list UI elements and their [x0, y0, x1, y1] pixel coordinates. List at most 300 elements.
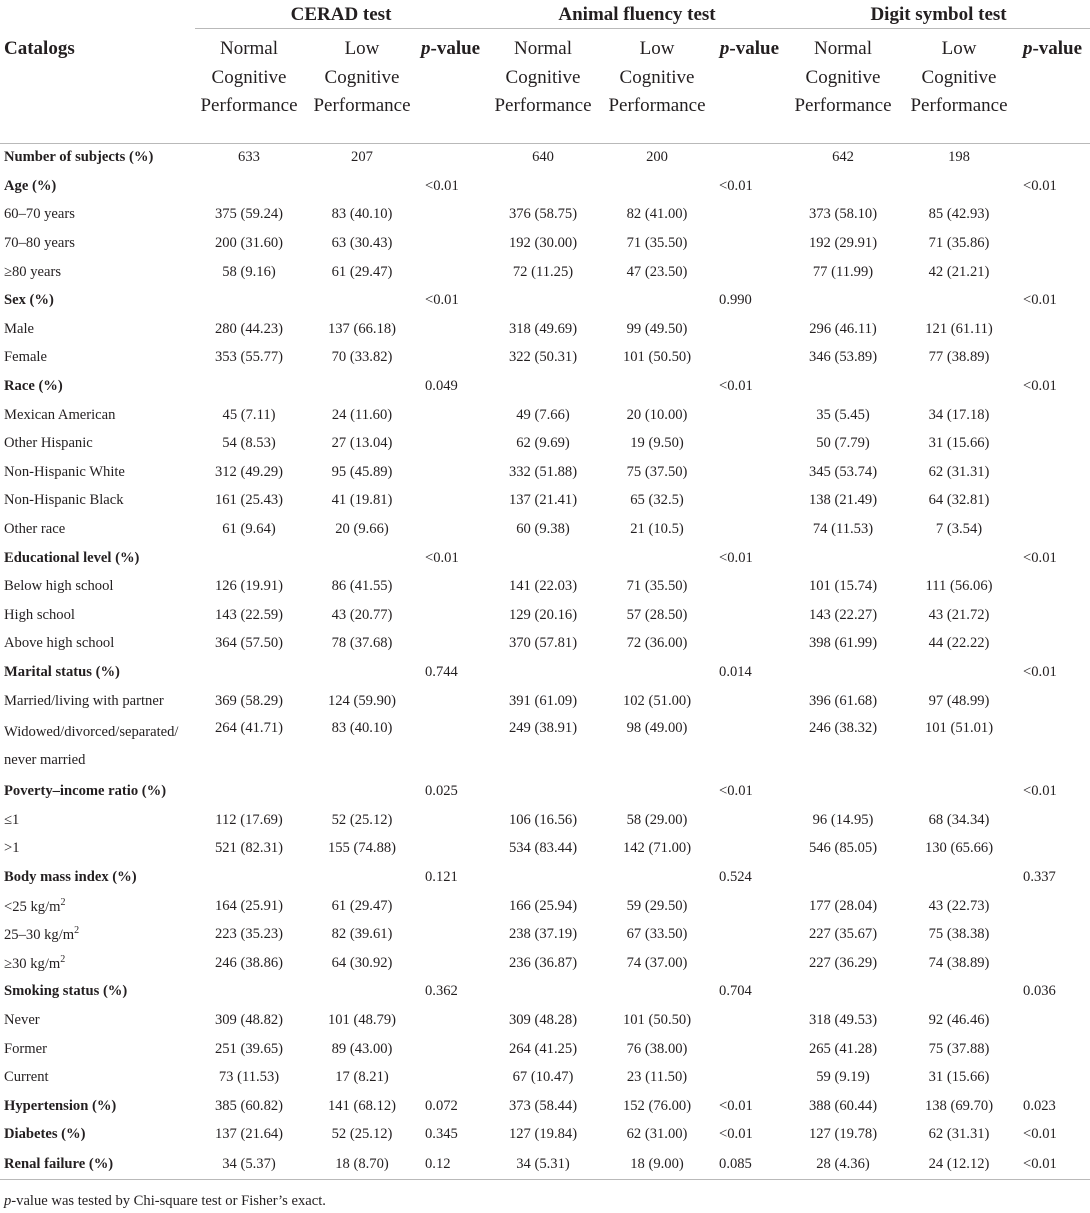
low-performance-header [599, 29, 715, 123]
value-cell: 127 (19.78) [808, 1126, 878, 1143]
p-value-cell [715, 344, 787, 373]
p-value-cell [421, 1035, 487, 1064]
value-cell [599, 777, 715, 806]
p-value-cell: <0.01 [1023, 1126, 1057, 1143]
row-label-text: Female [4, 349, 47, 366]
value-cell: 227 (36.29) [808, 954, 878, 971]
value-cell: 76 (38.00) [626, 1040, 688, 1057]
value-cell: 101 (48.79) [327, 1011, 397, 1028]
value-cell [787, 372, 899, 401]
row-label-text: Diabetes (%) [4, 1126, 86, 1143]
p-value-cell [1019, 487, 1090, 516]
table-row [0, 949, 1090, 978]
value-cell [487, 978, 599, 1007]
normal-performance-header [787, 29, 899, 123]
value-cell: 21 (10.5) [630, 521, 684, 538]
row-label [0, 1063, 195, 1092]
row-label-text: 70–80 years [4, 235, 75, 252]
row-label-text: Male [4, 320, 34, 337]
value-cell: 23 (11.50) [626, 1069, 688, 1086]
value-cell [487, 286, 599, 315]
column-header-row [0, 29, 1090, 123]
p-value-cell [715, 429, 787, 458]
table-row [0, 201, 1090, 230]
value-cell: 85 (42.93) [928, 206, 990, 223]
row-label [0, 286, 195, 315]
value-cell: 28 (4.36) [787, 1149, 899, 1180]
value-cell [599, 863, 715, 892]
p-value-cell [1019, 835, 1090, 864]
p-value-cell [715, 630, 787, 659]
row-label [0, 658, 195, 687]
p-value-cell: <0.01 [1023, 378, 1057, 395]
table-row [0, 892, 1090, 921]
value-cell: 42 (21.21) [928, 263, 990, 280]
p-value-cell [1019, 401, 1090, 430]
value-cell: 89 (43.00) [331, 1040, 393, 1057]
group-header-animal-fluency: Animal fluency test [487, 0, 787, 29]
p-value-cell [421, 487, 487, 516]
p-value-cell: <0.01 [425, 292, 459, 309]
value-cell: 52 (25.12) [331, 811, 393, 828]
p-value-cell [715, 515, 787, 544]
p-value-cell [1019, 630, 1090, 659]
p-value-cell [715, 572, 787, 601]
row-label-text: 60–70 years [4, 206, 75, 223]
p-value-cell: <0.01 [425, 549, 459, 566]
table-footnote: p-value was tested by Chi-square test or Fisher’s exact. [4, 1193, 326, 1209]
p-value-cell [715, 258, 787, 287]
value-cell: 246 (38.86) [214, 954, 284, 971]
value-cell: 83 (40.10) [331, 720, 393, 737]
p-value-cell [1019, 572, 1090, 601]
low-performance-label: Cognitive [324, 66, 400, 88]
row-label [0, 601, 195, 630]
value-cell: 264 (41.71) [214, 720, 284, 737]
value-cell: 141 (22.03) [508, 578, 578, 595]
row-label-superscript: 2 [60, 896, 66, 908]
row-label-text: Marital status (%) [4, 663, 120, 680]
table-row [0, 401, 1090, 430]
value-cell: 78 (37.68) [331, 635, 393, 652]
table-row [0, 835, 1090, 864]
p-value-cell [1019, 1035, 1090, 1064]
value-cell: 64 (30.92) [331, 954, 393, 971]
value-cell [787, 544, 899, 573]
value-cell: 164 (25.91) [214, 897, 284, 914]
low-performance-label: Performance [910, 95, 1008, 116]
p-value-cell [715, 835, 787, 864]
normal-performance-header [195, 29, 303, 123]
value-cell: 166 (25.94) [508, 897, 578, 914]
row-label-text: Above high school [4, 635, 115, 652]
row-label-text: Other Hispanic [4, 435, 93, 452]
value-cell: 102 (51.00) [622, 692, 692, 709]
value-cell: 369 (58.29) [214, 692, 284, 709]
value-cell: 59 (29.50) [626, 897, 688, 914]
value-cell: 18 (9.00) [599, 1149, 715, 1180]
value-cell: 17 (8.21) [335, 1069, 389, 1086]
table-row [0, 143, 1090, 172]
table-row [0, 658, 1090, 687]
p-value-cell [1019, 229, 1090, 258]
value-cell: 68 (34.34) [928, 811, 990, 828]
value-cell: 236 (36.87) [508, 954, 578, 971]
value-cell: 137 (66.18) [327, 320, 397, 337]
row-label-text: Non-Hispanic Black [4, 492, 124, 509]
p-value-cell [1019, 429, 1090, 458]
normal-performance-label: Normal [219, 38, 279, 59]
p-value-cell [1019, 892, 1090, 921]
value-cell: 200 (31.60) [214, 235, 284, 252]
p-value-cell: 0.036 [1023, 983, 1056, 1000]
row-label-text: Mexican American [4, 406, 116, 423]
row-label [0, 978, 195, 1007]
value-cell [787, 978, 899, 1007]
value-cell: 62 (31.31) [928, 1126, 990, 1143]
value-cell: 101 (51.01) [924, 720, 994, 737]
value-cell [599, 544, 715, 573]
value-cell: 58 (9.16) [222, 263, 276, 280]
table-row [0, 920, 1090, 949]
row-label [0, 687, 195, 716]
row-label [0, 544, 195, 573]
p-value-cell [1019, 1006, 1090, 1035]
p-value-cell: 0.990 [719, 292, 752, 309]
value-cell: 43 (22.73) [928, 897, 990, 914]
catalogs-header [0, 29, 195, 123]
table-row [0, 286, 1090, 315]
group-header-digit-symbol: Digit symbol test [787, 0, 1090, 29]
value-cell: 141 (68.12) [327, 1097, 397, 1114]
row-label-text: Poverty–income ratio (%) [4, 783, 167, 800]
value-cell [487, 544, 599, 573]
row-label [0, 863, 195, 892]
value-cell: 58 (29.00) [626, 811, 688, 828]
value-cell: 121 (61.11) [925, 320, 993, 337]
p-value-cell [715, 458, 787, 487]
value-cell: 137 (21.41) [508, 492, 578, 509]
value-cell: 534 (83.44) [508, 840, 578, 857]
value-cell: 34 (5.31) [487, 1149, 599, 1180]
value-cell: 97 (48.99) [928, 692, 990, 709]
value-cell: 152 (76.00) [622, 1097, 692, 1114]
p-value-cell: <0.01 [719, 783, 753, 800]
value-cell: 391 (61.09) [508, 692, 578, 709]
value-cell: 101 (50.50) [622, 349, 692, 366]
p-value-cell [1019, 143, 1090, 172]
table-row [0, 572, 1090, 601]
value-cell [303, 286, 421, 315]
row-label [0, 715, 195, 777]
row-label [0, 1006, 195, 1035]
normal-performance-header [487, 29, 599, 123]
p-value-cell: <0.01 [719, 1126, 753, 1143]
value-cell [303, 777, 421, 806]
value-cell: 45 (7.11) [222, 406, 276, 423]
value-cell: 19 (9.50) [630, 435, 684, 452]
table-row [0, 344, 1090, 373]
value-cell: 177 (28.04) [808, 897, 878, 914]
p-value-cell: 0.12 [421, 1149, 487, 1180]
p-value-cell [421, 806, 487, 835]
row-label [0, 892, 195, 921]
p-value-cell: 0.121 [425, 868, 458, 885]
value-cell: 74 (11.53) [812, 521, 874, 538]
value-cell [303, 172, 421, 201]
p-value-italic: p [1022, 38, 1033, 59]
value-cell [599, 372, 715, 401]
value-cell [599, 286, 715, 315]
p-value-cell [421, 687, 487, 716]
row-label [0, 835, 195, 864]
value-cell: 138 (69.70) [924, 1097, 994, 1114]
row-label [0, 201, 195, 230]
low-performance-label: Low [941, 38, 977, 59]
value-cell: 396 (61.68) [808, 692, 878, 709]
p-value-cell: 0.744 [425, 663, 458, 680]
value-cell [787, 658, 899, 687]
p-value-cell: <0.01 [1023, 177, 1057, 194]
value-cell: 318 (49.53) [808, 1011, 878, 1028]
value-cell: 318 (49.69) [508, 320, 578, 337]
p-value-italic: p [719, 38, 730, 59]
value-cell: 155 (74.88) [327, 840, 397, 857]
value-cell: 137 (21.64) [214, 1126, 284, 1143]
value-cell: 62 (31.31) [928, 463, 990, 480]
value-cell: 101 (50.50) [622, 1011, 692, 1028]
value-cell: 546 (85.05) [808, 840, 878, 857]
value-cell: 92 (46.46) [928, 1011, 990, 1028]
value-cell: 249 (38.91) [508, 720, 578, 737]
p-value-cell [1019, 687, 1090, 716]
table-row [0, 1006, 1090, 1035]
value-cell: 312 (49.29) [214, 463, 284, 480]
row-label-text: ≥30 kg/m [4, 955, 61, 972]
value-cell: 43 (20.77) [331, 606, 393, 623]
p-value-cell [1019, 949, 1090, 978]
value-cell: 642 [832, 149, 854, 166]
value-cell [787, 777, 899, 806]
group-header-cerad: CERAD test [195, 0, 487, 29]
row-label [0, 487, 195, 516]
value-cell: 41 (19.81) [331, 492, 393, 509]
value-cell: 67 (10.47) [512, 1069, 574, 1086]
row-label [0, 172, 195, 201]
value-cell: 296 (46.11) [809, 320, 877, 337]
value-cell [899, 372, 1019, 401]
row-label [0, 458, 195, 487]
p-value-cell [1019, 715, 1090, 777]
table-row [0, 315, 1090, 344]
value-cell: 246 (38.32) [808, 720, 878, 737]
value-cell: 18 (8.70) [303, 1149, 421, 1180]
value-cell: 264 (41.25) [508, 1040, 578, 1057]
low-performance-label: Cognitive [619, 66, 695, 88]
value-cell: 322 (50.31) [508, 349, 578, 366]
row-label-text: ≥80 years [4, 263, 62, 280]
row-label-text: >1 [4, 840, 20, 857]
value-cell [195, 372, 303, 401]
p-value-cell: <0.01 [719, 378, 753, 395]
value-cell: 72 (11.25) [512, 263, 574, 280]
value-cell: 65 (32.5) [630, 492, 684, 509]
table-row [0, 372, 1090, 401]
value-cell: 375 (59.24) [214, 206, 284, 223]
value-cell: 27 (13.04) [331, 435, 393, 452]
value-cell: 63 (30.43) [331, 235, 393, 252]
value-cell: 60 (9.38) [516, 521, 570, 538]
p-value-cell [1019, 201, 1090, 230]
p-value-cell: <0.01 [1023, 549, 1057, 566]
row-label [0, 1092, 195, 1121]
p-value-cell [715, 1006, 787, 1035]
value-cell: 59 (9.19) [816, 1069, 870, 1086]
table-row [0, 172, 1090, 201]
normal-performance-label: Performance [794, 95, 892, 116]
value-cell: 99 (49.50) [626, 320, 688, 337]
row-label [0, 229, 195, 258]
table-row [0, 630, 1090, 659]
value-cell: 7 (3.54) [935, 521, 983, 538]
low-performance-label: Performance [608, 95, 706, 116]
value-cell: 31 (15.66) [928, 435, 990, 452]
value-cell: 112 (17.69) [215, 811, 283, 828]
value-cell: 49 (7.66) [516, 406, 570, 423]
value-cell: 62 (31.00) [626, 1126, 688, 1143]
p-value-cell [715, 201, 787, 230]
row-label [0, 429, 195, 458]
p-value-cell [715, 487, 787, 516]
p-value-cell [421, 949, 487, 978]
p-value-cell [1019, 315, 1090, 344]
p-value-cell: <0.01 [1023, 292, 1057, 309]
value-cell: 101 (15.74) [808, 578, 878, 595]
value-cell: 47 (23.50) [626, 263, 688, 280]
p-value-cell [421, 715, 487, 777]
value-cell: 71 (35.86) [928, 235, 990, 252]
p-value-cell [421, 143, 487, 172]
value-cell [195, 544, 303, 573]
value-cell [195, 777, 303, 806]
table-row [0, 258, 1090, 287]
p-value-suffix: -value [1032, 38, 1083, 59]
value-cell [899, 863, 1019, 892]
p-value-cell [1019, 1063, 1090, 1092]
row-label-text: Body mass index (%) [4, 868, 137, 885]
normal-performance-label: Performance [200, 95, 298, 116]
value-cell [303, 863, 421, 892]
p-value-cell: <0.01 [1019, 1149, 1090, 1180]
value-cell: 73 (11.53) [218, 1069, 280, 1086]
row-label-text: Former [4, 1040, 47, 1057]
row-label-text: Hypertension (%) [4, 1097, 117, 1114]
low-performance-label: Low [639, 38, 675, 59]
value-cell [899, 286, 1019, 315]
p-value-cell: 0.049 [425, 378, 458, 395]
value-cell: 34 (17.18) [928, 406, 990, 423]
row-label [0, 949, 195, 978]
p-value-cell: <0.01 [719, 1097, 753, 1114]
value-cell: 521 (82.31) [214, 840, 284, 857]
row-label-text: Age (%) [4, 177, 57, 194]
value-cell: 61 (29.47) [331, 263, 393, 280]
p-value-cell: <0.01 [1023, 663, 1057, 680]
p-value-cell [421, 344, 487, 373]
value-cell: 376 (58.75) [508, 206, 578, 223]
table-row [0, 1092, 1090, 1121]
normal-performance-label: Cognitive [211, 66, 287, 88]
row-label-text: Non-Hispanic White [4, 463, 125, 480]
table-row [0, 1149, 1090, 1180]
row-label [0, 1149, 195, 1180]
table-row [0, 544, 1090, 573]
value-cell: 71 (35.50) [626, 235, 688, 252]
value-cell: 388 (60.44) [808, 1097, 878, 1114]
p-value-cell [421, 1063, 487, 1092]
value-cell: 77 (38.89) [928, 349, 990, 366]
row-label [0, 1035, 195, 1064]
value-cell: 20 (9.66) [335, 521, 389, 538]
p-value-cell: 0.345 [425, 1126, 458, 1143]
value-cell: 20 (10.00) [626, 406, 688, 423]
p-value-cell [715, 892, 787, 921]
value-cell: 96 (14.95) [812, 811, 874, 828]
value-cell: 309 (48.28) [508, 1011, 578, 1028]
p-value-cell [421, 835, 487, 864]
p-value-cell: 0.337 [1023, 868, 1056, 885]
value-cell: 127 (19.84) [508, 1126, 578, 1143]
value-cell: 227 (35.67) [808, 926, 878, 943]
value-cell: 70 (33.82) [331, 349, 393, 366]
p-value-cell: 0.014 [719, 663, 752, 680]
row-label-text: Educational level (%) [4, 549, 140, 566]
p-value-cell: 0.524 [719, 868, 752, 885]
p-value-header [421, 29, 487, 123]
p-value-cell: 0.362 [425, 983, 458, 1000]
value-cell: 633 [238, 149, 260, 166]
p-value-cell [1019, 458, 1090, 487]
value-cell [599, 172, 715, 201]
row-label-text: <25 kg/m [4, 898, 61, 915]
p-value-cell [421, 401, 487, 430]
p-value-cell [715, 687, 787, 716]
row-label [0, 806, 195, 835]
value-cell [487, 658, 599, 687]
row-label-text: High school [4, 606, 75, 623]
p-value-cell: <0.01 [425, 177, 459, 194]
value-cell [487, 172, 599, 201]
p-value-suffix: -value [430, 38, 481, 59]
value-cell [303, 658, 421, 687]
value-cell: 138 (21.49) [808, 492, 878, 509]
value-cell: 86 (41.55) [331, 578, 393, 595]
value-cell: 64 (32.81) [928, 492, 990, 509]
value-cell: 75 (37.88) [928, 1040, 990, 1057]
p-value-cell [421, 920, 487, 949]
value-cell [487, 777, 599, 806]
row-label [0, 1121, 195, 1150]
table-row [0, 777, 1090, 806]
row-label [0, 630, 195, 659]
table-header [0, 0, 1090, 143]
table-row [0, 487, 1090, 516]
p-value-cell [1019, 344, 1090, 373]
value-cell: 332 (51.88) [508, 463, 578, 480]
value-cell [899, 658, 1019, 687]
value-cell: 265 (41.28) [808, 1040, 878, 1057]
value-cell: 44 (22.22) [928, 635, 990, 652]
